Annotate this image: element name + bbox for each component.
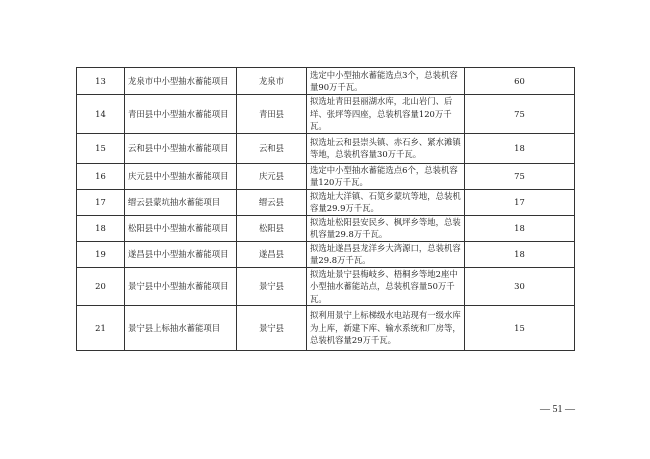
row-number: 20 [77,267,125,306]
project-investment: 75 [465,163,575,189]
table-row [77,215,575,241]
table-row [77,189,575,215]
project-name: 龙泉市中小型抽水蓄能项目 [125,68,237,95]
project-location: 庆元县 [237,163,307,189]
project-location: 缙云县 [237,189,307,215]
project-table-body [77,68,575,351]
project-description: 拟选址松阳县安民乡、枫坪乡等地，总装机容量29.8万千瓦。 [307,215,465,241]
project-description: 拟选址遂昌县龙洋乡大湾源口，总装机容量29.8万千瓦。 [307,241,465,267]
project-name: 庆元县中小型抽水蓄能项目 [125,163,237,189]
project-investment: 60 [465,68,575,95]
table-row [77,68,575,95]
project-investment: 15 [465,306,575,351]
project-investment: 17 [465,189,575,215]
project-description: 拟选址青田县丽湖水库，北山岩门、后垟、张坪等四座，总装机容量120万千瓦。 [307,95,465,134]
project-location: 松阳县 [237,215,307,241]
project-location: 景宁县 [237,306,307,351]
project-location: 龙泉市 [237,68,307,95]
project-name: 景宁县中小型抽水蓄能项目 [125,267,237,306]
table-row [77,306,575,351]
project-name: 景宁县上标抽水蓄能项目 [125,306,237,351]
project-name: 松阳县中小型抽水蓄能项目 [125,215,237,241]
row-number: 17 [77,189,125,215]
row-number: 18 [77,215,125,241]
project-name: 青田县中小型抽水蓄能项目 [125,95,237,134]
table-row [77,95,575,134]
project-name: 云和县中小型抽水蓄能项目 [125,133,237,163]
row-number: 16 [77,163,125,189]
row-number: 13 [77,68,125,95]
project-location: 青田县 [237,95,307,134]
row-number: 14 [77,95,125,134]
table-row [77,241,575,267]
project-location: 景宁县 [237,267,307,306]
project-investment: 18 [465,241,575,267]
project-investment: 75 [465,95,575,134]
page-number: — 51 — [540,404,575,415]
project-investment: 18 [465,133,575,163]
table-row [77,163,575,189]
project-description: 拟选址景宁县梅岐乡、梧桐乡等地2座中小型抽水蓄能站点，总装机容量50万千瓦。 [307,267,465,306]
project-description: 拟利用景宁上标梯级水电站现有一级水库为上库，新建下库、输水系统和厂房等，总装机容量29万千瓦。 [307,306,465,351]
project-location: 遂昌县 [237,241,307,267]
project-name: 缙云县蒙坑抽水蓄能项目 [125,189,237,215]
project-location: 云和县 [237,133,307,163]
project-investment: 30 [465,267,575,306]
project-table [76,67,575,351]
row-number: 15 [77,133,125,163]
project-description: 选定中小型抽水蓄能选点3个，总装机容量90万千瓦。 [307,68,465,95]
table-row [77,133,575,163]
project-investment: 18 [465,215,575,241]
project-description: 拟选址云和县崇头镇、赤石乡、紧水滩镇等地，总装机容量30万千瓦。 [307,133,465,163]
table-row [77,267,575,306]
row-number: 19 [77,241,125,267]
row-number: 21 [77,306,125,351]
project-description: 选定中小型抽水蓄能选点6个，总装机容量120万千瓦。 [307,163,465,189]
project-name: 遂昌县中小型抽水蓄能项目 [125,241,237,267]
project-description: 拟选址大洋镇、石笕乡蒙坑等地，总装机容量29.9万千瓦。 [307,189,465,215]
